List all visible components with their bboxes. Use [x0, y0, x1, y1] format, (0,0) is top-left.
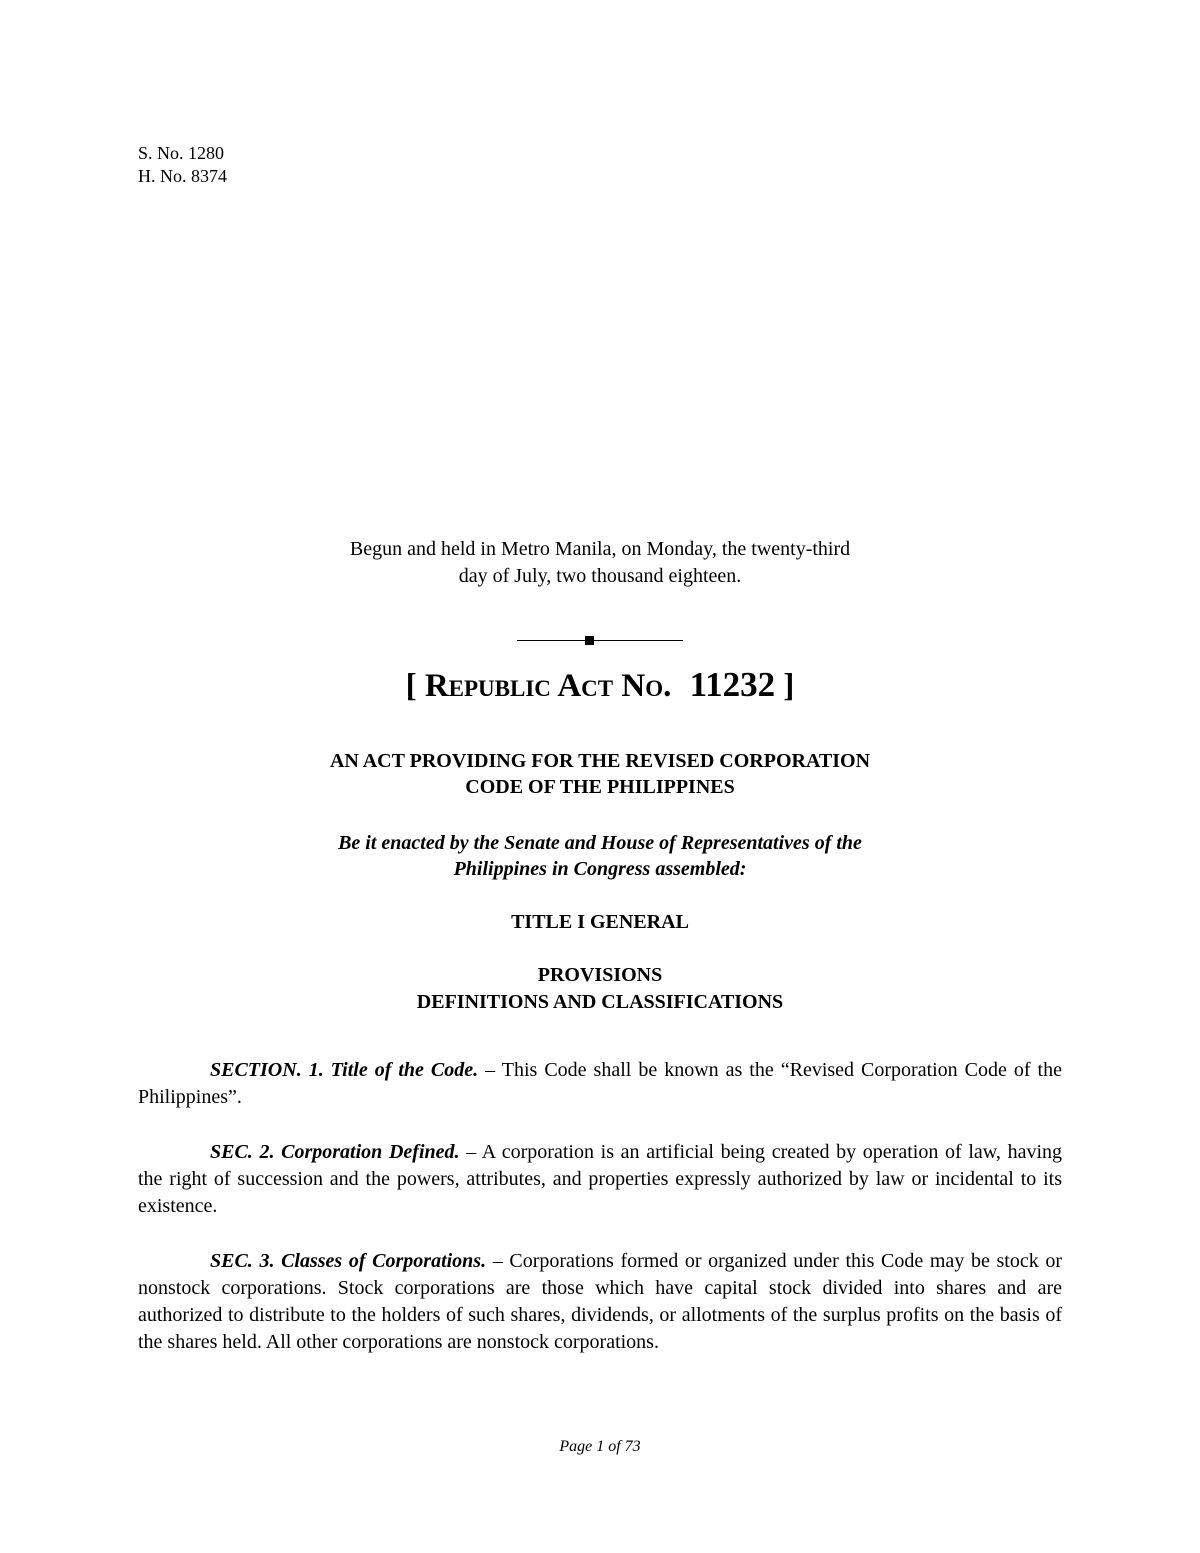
section-2-heading: SEC. 2. Corporation Defined.: [210, 1141, 460, 1163]
open-bracket: [: [405, 668, 417, 704]
section-2: [138, 1139, 1062, 1220]
act-title-line-1: AN ACT PROVIDING FOR THE REVISED CORPORATION: [329, 750, 871, 772]
session-statement: [0, 536, 1200, 590]
close-bracket: ]: [783, 668, 795, 704]
enacting-clause: [0, 830, 1200, 882]
title-heading: TITLE I GENERAL: [511, 911, 689, 933]
section-3: [138, 1248, 1062, 1356]
enacting-line-2: Philippines in Congress assembled:: [453, 858, 747, 880]
senate-bill-number: S. No. 1280: [138, 143, 225, 163]
section-1-text: – This Code shall be known as the “Revised Corporation Code of the Philippines”.: [138, 1059, 1062, 1108]
act-label: Republic Act No.: [424, 668, 672, 704]
house-bill-number: H. No. 8374: [138, 166, 227, 186]
section-1: [138, 1057, 1062, 1111]
provisions-line-2: DEFINITIONS AND CLASSIFICATIONS: [416, 991, 784, 1013]
act-number: 11232: [689, 665, 776, 704]
act-title: [0, 748, 1200, 800]
page-footer: Page 1 of 73: [559, 1438, 641, 1455]
enacting-line-1: Be it enacted by the Senate and House of Representatives of the: [338, 832, 862, 854]
session-line-1: Begun and held in Metro Manila, on Monday, the twenty-third: [349, 538, 851, 560]
session-line-2: day of July, two thousand eighteen.: [458, 565, 742, 587]
section-1-heading: SECTION. 1. Title of the Code.: [210, 1059, 479, 1081]
section-3-text: – Corporations formed or organized under this Code may be stock or nonstock corporations. Stock corporations are those which have capital stock divided into shares and are authorized to distribute to the holders of such shares, dividends, or allotments of the surplus profits on the basis of the shares held. All other corporations are nonstock corporations.: [138, 1250, 1062, 1353]
act-title-line-2: CODE OF THE PHILIPPINES: [465, 776, 735, 798]
section-3-heading: SEC. 3. Classes of Corporations.: [210, 1250, 487, 1272]
ornament-divider: [517, 633, 683, 649]
provisions-heading: [0, 962, 1200, 1016]
divider-square-icon: [585, 636, 594, 645]
provisions-line-1: PROVISIONS: [537, 964, 663, 986]
act-heading: [0, 664, 1200, 707]
section-2-text: – A corporation is an artificial being created by operation of law, having the right of succession and the powers, attributes, and properties expressly authorized by law or incidental to its existence.: [138, 1141, 1063, 1217]
bill-numbers: [138, 142, 227, 188]
divider-rule: [517, 640, 683, 641]
